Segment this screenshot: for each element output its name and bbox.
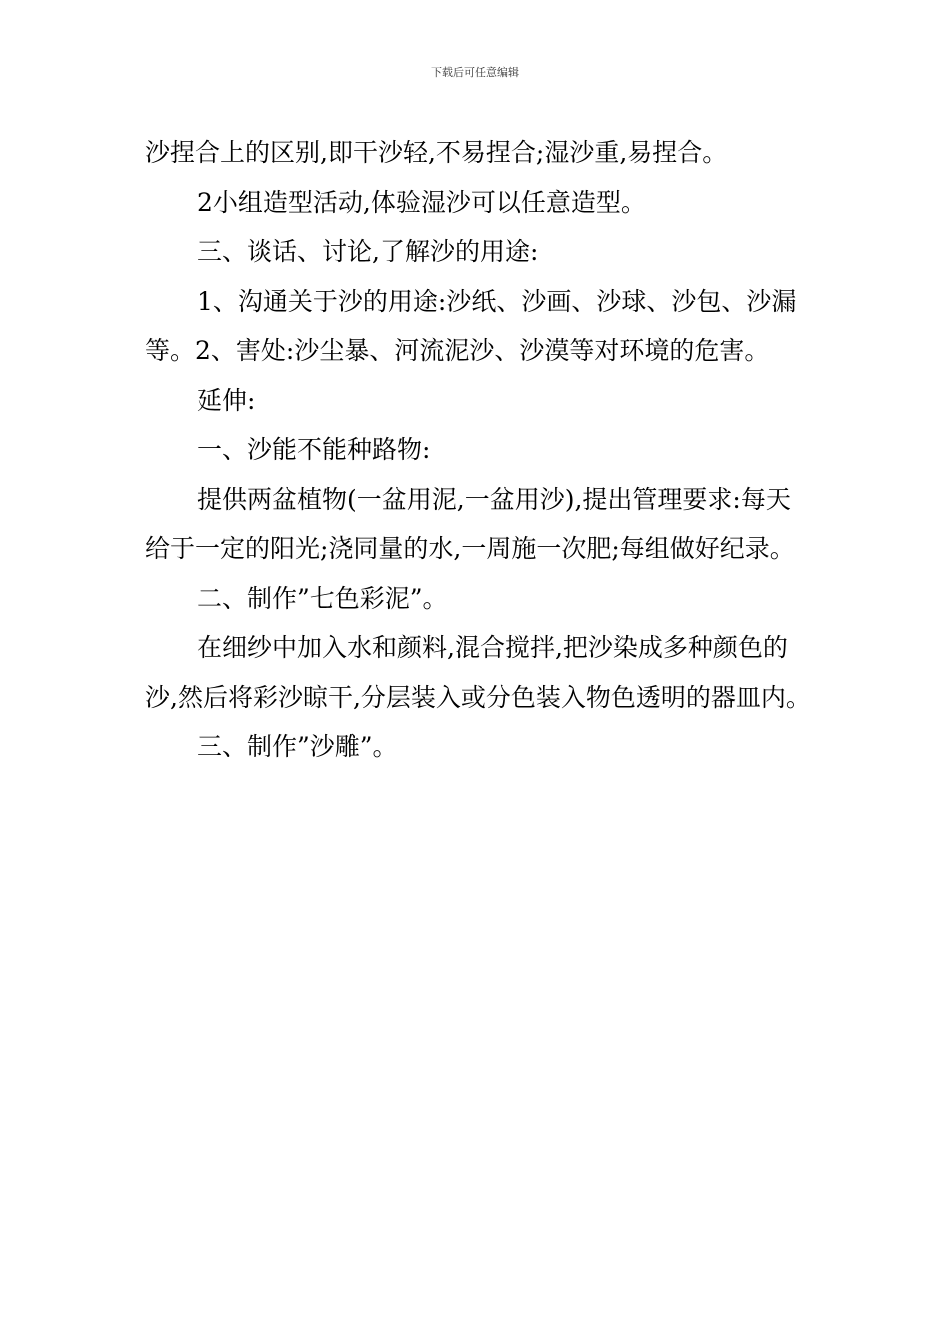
heading-colored-clay: 二、制作”七色彩泥”。 (197, 583, 448, 613)
paragraph-group-modeling: 2小组造型活动,体验湿沙可以任意造型。 (197, 187, 646, 217)
paragraph-colored-sand: 在细纱中加入水和颜料,混合搅拌,把沙染成多种颜色的沙,然后将彩沙晾干,分层装入或分色装入物色透明的器皿内。 (145, 633, 811, 712)
heading-extension: 延伸: (197, 385, 256, 415)
heading-discussion: 三、谈话、讨论,了解沙的用途: (197, 237, 539, 266)
paragraph-sand-uses: 1、沟通关于沙的用途:沙纸、沙画、沙球、沙包、沙漏等。2、害处:沙尘暴、河流泥沙、沙漠等对环境的危害。 (145, 286, 797, 365)
document-body (145, 128, 813, 772)
heading-planting: 一、沙能不能种路物: (197, 435, 431, 464)
paragraph-sand-comparison: 沙捏合上的区别,即干沙轻,不易捏合;湿沙重,易捏合。 (145, 138, 728, 167)
heading-sand-sculpture: 三、制作”沙雕”。 (197, 732, 398, 761)
paragraph-planting-instructions: 提供两盆植物(一盆用泥,一盆用沙),提出管理要求:每天给于一定的阳光;浇同量的水,一周施一次肥;每组做好纪录。 (145, 484, 795, 563)
page-header: 下载后可任意编辑 (431, 66, 519, 79)
